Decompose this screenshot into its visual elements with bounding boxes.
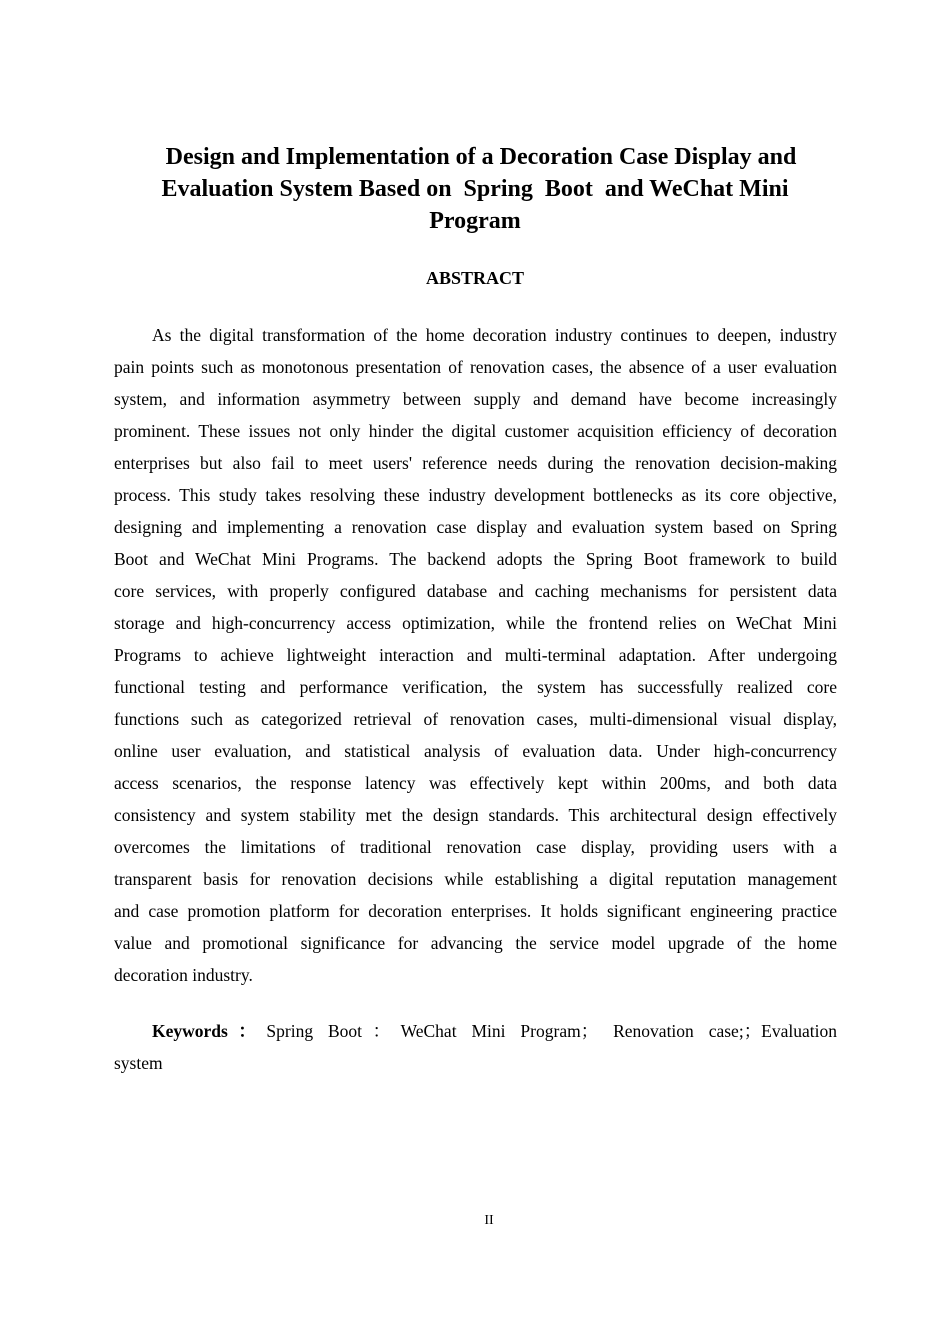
abstract-heading: ABSTRACT (425, 268, 525, 288)
abstract-line: core services, with properly configured database and caching mechanisms for persistent data (114, 581, 837, 601)
abstract-line: system, and information asymmetry between supply and demand have become increasingly (114, 389, 837, 409)
abstract-body (114, 319, 837, 991)
abstract-line: designing and implementing a renovation case display and evaluation system based on Spring (114, 517, 837, 537)
abstract-line: decoration industry. (114, 965, 253, 985)
abstract-line: pain points such as monotonous presentation of renovation cases, the absence of a user evaluation (114, 357, 837, 377)
abstract-line: functional testing and performance verification, the system has successfully realized core (114, 677, 837, 697)
keywords-line-1 (114, 1015, 837, 1047)
abstract-line: enterprises but also fail to meet users' reference needs during the renovation decision-making (114, 453, 837, 473)
abstract-line: access scenarios, the response latency was effectively kept within 200ms, and both data (114, 773, 837, 793)
abstract-line: As the digital transformation of the home decoration industry continues to deepen, industry (152, 325, 837, 345)
abstract-line: consistency and system stability met the design standards. This architectural design effectively (114, 805, 837, 825)
abstract-line: and case promotion platform for decoration enterprises. It holds significant engineering practice (114, 901, 837, 921)
paper-title (110, 141, 840, 237)
keywords-line-2: system (114, 1053, 163, 1073)
keywords-list: Spring Boot：WeChat Mini Program； Renovation case;；Evaluation (266, 1021, 837, 1041)
abstract-line: online user evaluation, and statistical analysis of evaluation data. Under high-concurrency (114, 741, 837, 761)
abstract-line: transparent basis for renovation decisions while establishing a digital reputation management (114, 869, 837, 889)
abstract-line: process. This study takes resolving these industry development bottlenecks as its core objective, (114, 485, 837, 505)
page-number: II (484, 1213, 494, 1228)
title-line-3: Program (429, 208, 521, 234)
abstract-line: Boot and WeChat Mini Programs. The backend adopts the Spring Boot framework to build (114, 549, 837, 569)
keywords-label: Keywords： (152, 1021, 267, 1041)
abstract-line: storage and high-concurrency access optimization, while the frontend relies on WeChat Mini (114, 613, 837, 633)
abstract-line: prominent. These issues not only hinder the digital customer acquisition efficiency of decoration (114, 421, 837, 441)
title-line-1: Design and Implementation of a Decoration Case Display and (153, 144, 797, 170)
title-line-2: Evaluation System Based on Spring Boot and WeChat Mini (161, 176, 789, 202)
abstract-line: Programs to achieve lightweight interaction and multi-terminal adaptation. After undergoing (114, 645, 837, 665)
keywords-section (114, 1015, 837, 1079)
abstract-line: overcomes the limitations of traditional renovation case display, providing users with a (114, 837, 837, 857)
abstract-line: value and promotional significance for advancing the service model upgrade of the home (114, 933, 837, 953)
abstract-line: functions such as categorized retrieval of renovation cases, multi-dimensional visual display, (114, 709, 837, 729)
